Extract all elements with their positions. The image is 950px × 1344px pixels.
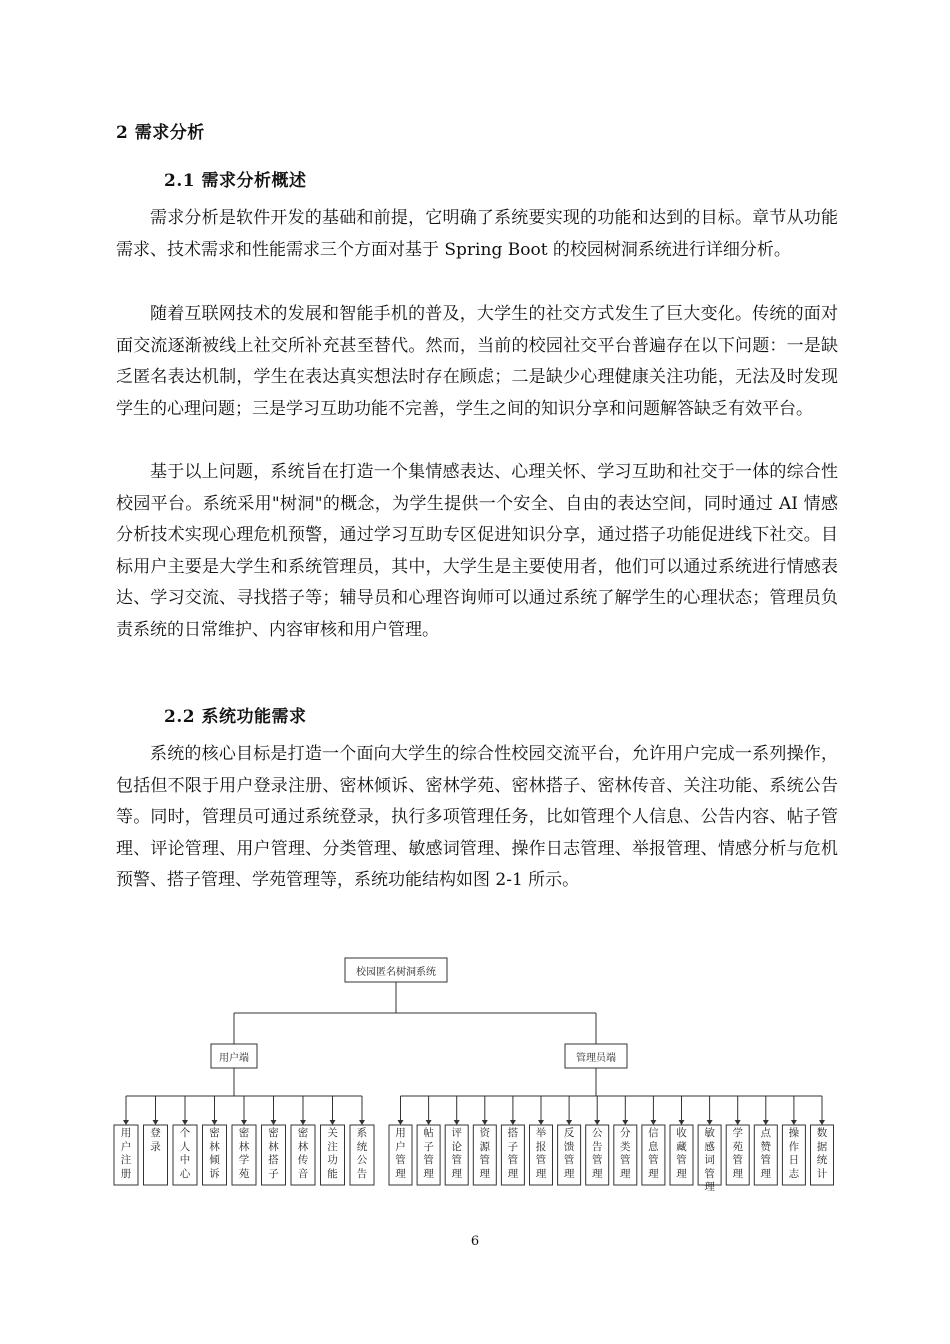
subsection-heading-2-2: 2.2 系统功能需求 [164,707,307,727]
user-branch-leaf-label: 登 录 [150,1127,161,1153]
user-branch-leaf-label: 系 统 公 告 [356,1127,368,1180]
arrowhead-icon [510,1120,516,1125]
user-branch-leaf-label: 个 人 中 心 [179,1127,191,1180]
user-branch-leaf-label: 密 林 传 音 [297,1127,309,1180]
arrowhead-icon [482,1120,488,1125]
admin-branch-leaf-label: 搭 子 管 理 [507,1127,519,1180]
arrowhead-icon [679,1120,685,1125]
admin-branch-leaf-label: 公 告 管 理 [591,1127,603,1180]
arrowhead-icon [123,1120,129,1125]
admin-branch-leaf-label: 数 据 统 计 [816,1127,828,1180]
arrowhead-icon [182,1120,188,1125]
user-branch-leaf-label: 密 林 倾 诉 [209,1127,220,1180]
arrowhead-icon [359,1120,365,1125]
arrowhead-icon [454,1120,460,1125]
paragraph-background: 随着互联网技术的发展和智能手机的普及，大学生的社交方式发生了巨大变化。传统的面对面交流逐渐被线上社交所补充甚至替代。然而，当前的校园社交平台普遍存在以下问题：一是缺乏匿名表达机制，学生在表达真实想法时存在顾虑；二是缺少心理健康关注功能，无法及时发现学生的心理问题；三是学习互助功能不完善，学生之间的知识分享和问题解答缺乏有效平台。 [116,304,838,419]
arrowhead-icon [271,1120,277,1125]
arrowhead-icon [212,1120,218,1125]
arrowhead-icon [241,1120,247,1125]
admin-branch-leaf-label: 分 类 管 理 [620,1127,631,1180]
user-branch-node: 用户端 [219,1053,249,1064]
admin-branch-leaf-label: 操 作 日 志 [788,1127,800,1180]
paragraph-goals: 基于以上问题，系统旨在打造一个集情感表达、心理关怀、学习互助和社交于一体的综合性校园平台。系统采用"树洞"的概念，为学生提供一个安全、自由的表达空间，同时通过 AI 情感分析技术实现心理危机预警，通过学习互助专区促进知识分享，通过搭子功能促进线下社交。目标用户主要是大学生和系统管理员，其中，大学生是主要使用者，他们可以通过系统进行情感表达、学习交流、寻找搭子等；辅导员和心理咨询师可以通过系统了解学生的心理状态；管理员负责系统的日常维护、内容审核和用户管理。 [116,462,838,640]
arrowhead-icon [330,1120,336,1125]
arrowhead-icon [566,1120,572,1125]
admin-branch-leaf-label: 信 息 管 理 [648,1127,659,1180]
arrowhead-icon [538,1120,544,1125]
arrowhead-icon [763,1120,769,1125]
function-structure-diagram [110,955,840,1195]
admin-branch-leaf-label: 用 户 管 理 [395,1127,406,1180]
admin-branch-leaf-label: 反 馈 管 理 [563,1127,575,1180]
paragraph-functional: 系统的核心目标是打造一个面向大学生的综合性校园交流平台，允许用户完成一系列操作，包括但不限于用户登录注册、密林倾诉、密林学苑、密林搭子、密林传音、关注功能、系统公告等。同时，管理员可通过系统登录，执行多项管理任务，比如管理个人信息、公告内容、帖子管理、评论管理、用户管理、分类管理、敏感词管理、操作日志管理、举报管理、情感分析与危机预警、搭子管理、学苑管理等，系统功能结构如图 2-1 所示。 [116,744,838,890]
page-number: 6 [470,1234,480,1249]
arrowhead-icon [153,1120,159,1125]
admin-branch-leaf-label: 举 报 管 理 [535,1127,547,1180]
function-structure-svg [110,955,840,1195]
admin-branch-node: 管理员端 [576,1053,616,1064]
arrowhead-icon [426,1120,432,1125]
arrowhead-icon [735,1120,741,1125]
admin-branch-leaf-label: 点 赞 管 理 [760,1127,772,1180]
user-branch-leaf-label: 用 户 注 册 [120,1127,132,1180]
user-branch-leaf-label: 密 林 搭 子 [268,1127,279,1180]
admin-branch-leaf-label: 帖 子 管 理 [423,1127,434,1180]
user-branch-leaf-label: 密 林 学 苑 [238,1127,250,1180]
admin-branch-leaf-label: 评 论 管 理 [451,1127,462,1180]
user-branch-leaf-label: 关 注 功 能 [327,1127,338,1180]
admin-branch-leaf-label: 学 苑 管 理 [732,1127,743,1180]
admin-branch-leaf-label: 敏 感 词 管 理 [704,1127,715,1193]
arrowhead-icon [398,1120,404,1125]
arrowhead-icon [819,1120,825,1125]
arrowhead-icon [650,1120,656,1125]
subsection-heading-2-1: 2.1 需求分析概述 [164,171,307,191]
arrowhead-icon [707,1120,713,1125]
arrowhead-icon [622,1120,628,1125]
section-heading: 2 需求分析 [116,123,205,143]
root-node: 校园匿名树洞系统 [356,967,436,978]
arrowhead-icon [594,1120,600,1125]
arrowhead-icon [300,1120,306,1125]
arrowhead-icon [791,1120,797,1125]
admin-branch-leaf-label: 收 藏 管 理 [676,1127,687,1180]
admin-branch-leaf-label: 资 源 管 理 [479,1127,491,1180]
paragraph-overview: 需求分析是软件开发的基础和前提，它明确了系统要实现的功能和达到的目标。章节从功能需求、技术需求和性能需求三个方面对基于 Spring Boot 的校园树洞系统进行详细分析。 [116,208,838,260]
